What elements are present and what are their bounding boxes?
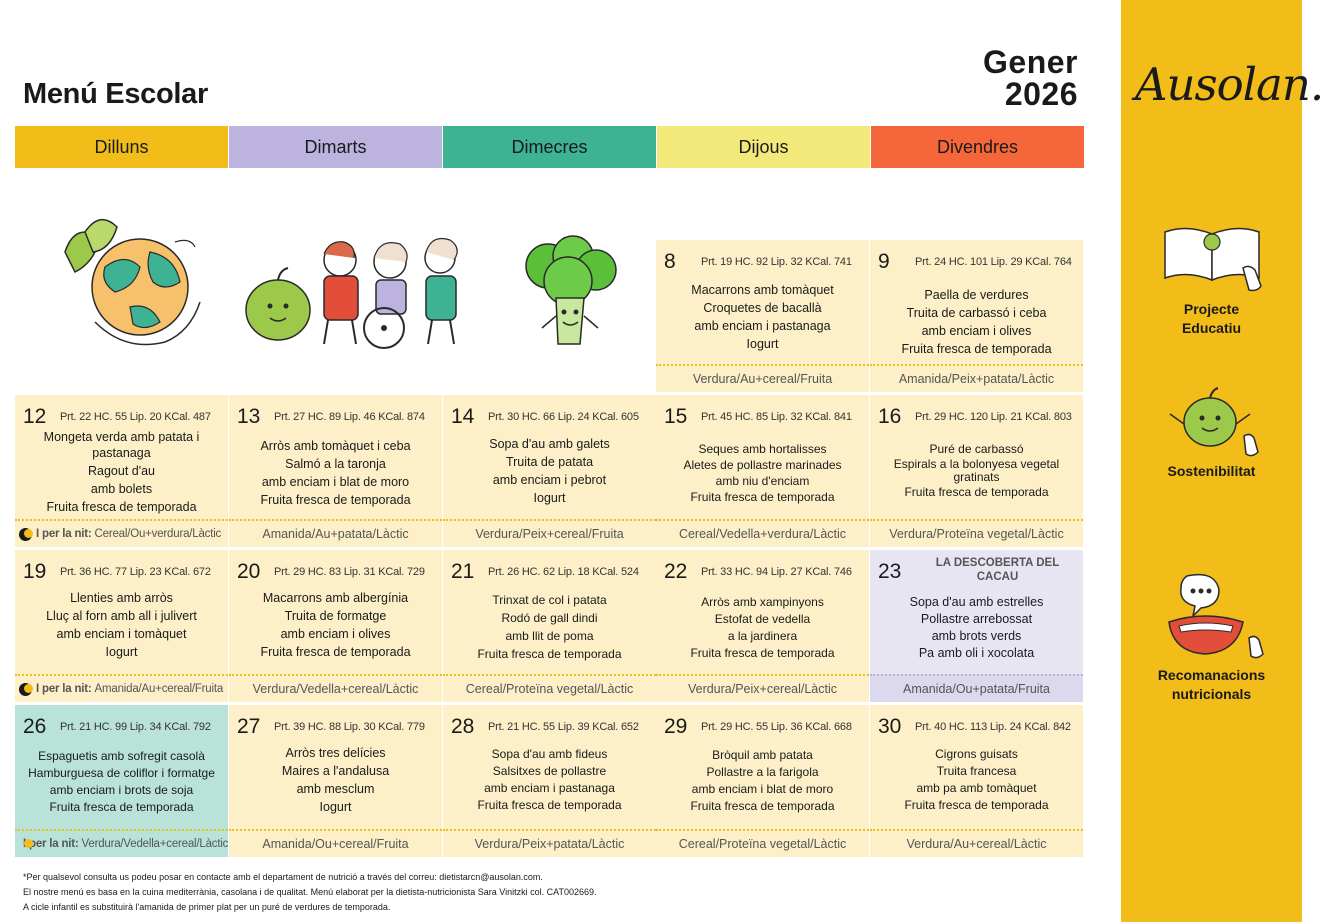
dinner-suggestion <box>15 829 228 857</box>
nutrition-info: Prt. 27 HC. 89 Lip. 46 KCal. 874 <box>274 411 425 423</box>
dish-list <box>876 287 1077 359</box>
nutrition-info: Prt. 45 HC. 85 Lip. 32 KCal. 841 <box>701 411 852 423</box>
dinner-suggestion: Verdura/Peix+cereal/Fruita <box>443 519 656 547</box>
menu-day-19 <box>15 550 228 702</box>
dish: Arròs amb xampinyons <box>701 595 824 609</box>
nutrition-info: Prt. 40 HC. 113 Lip. 24 KCal. 842 <box>915 721 1071 733</box>
dish: Puré de carbassó <box>929 442 1024 456</box>
footnote: A cicle infantil es substituirà l'amanida de primer plat per un puré de verdures de temporada. <box>23 902 391 912</box>
dish: Truita de patata <box>505 455 594 469</box>
dinner-suggestion: Amanida/Au+patata/Làctic <box>229 519 442 547</box>
projecte-educatiu-label: Projecte Educatiu <box>1181 301 1242 336</box>
open-book-icon <box>1157 218 1267 298</box>
day-number: 13 <box>237 405 261 428</box>
menu-day-8 <box>656 240 869 392</box>
dish: Cigrons guisats <box>935 747 1018 761</box>
dinner-suggestion: Verdura/Peix+cereal/Làctic <box>656 674 869 702</box>
month-label: Gener <box>983 44 1078 80</box>
dish: Croquetes de bacallà <box>703 301 822 315</box>
footnote: El nostre menú es basa en la cuina mediterrània, casolana i de qualitat. Menú elaborat per la dietista-nutricionista Sara Vinitzki col. CAT002669. <box>23 887 597 897</box>
dish: amb enciam i pebrot <box>492 473 607 487</box>
day-number: 16 <box>878 405 902 428</box>
footnote: *Per qualsevol consulta us podeu posar en contacte amb el departament de nutrició a través del correu: dietistarcn@ausolan.com. <box>23 872 543 882</box>
dish: Salmó a la taronja <box>285 457 386 471</box>
footnotes <box>23 870 597 915</box>
dish: Truita de carbassó i ceba <box>906 306 1047 320</box>
dish: Lluç al forn amb all i julivert <box>46 609 197 623</box>
dish: Iogurt <box>746 337 779 351</box>
dish: amb enciam i blat de moro <box>691 782 834 796</box>
dish: Fruita fresca de temporada <box>901 342 1052 356</box>
dish: Fruita fresca de temporada <box>477 647 622 661</box>
dish: amb niu d'enciam <box>715 474 810 488</box>
nutrition-info: Prt. 36 HC. 77 Lip. 23 KCal. 672 <box>60 566 211 578</box>
dish: Trinxat de col i patata <box>492 593 607 607</box>
kids-group-icon <box>240 232 472 352</box>
menu-day-30 <box>870 705 1083 857</box>
menu-day-23 <box>870 550 1083 702</box>
menu-day-16 <box>870 395 1083 547</box>
menu-day-20 <box>229 550 442 702</box>
day-number: 29 <box>664 715 688 738</box>
dish-list <box>449 436 650 508</box>
nutrition-info: Prt. 39 HC. 88 Lip. 30 KCal. 779 <box>274 721 425 733</box>
dish-list <box>662 282 863 354</box>
dinner-suggestion: Amanida/Peix+patata/Làctic <box>870 364 1083 392</box>
dish: Fruita fresca de temporada <box>690 646 835 660</box>
dish: Bròquil amb patata <box>712 748 813 762</box>
dish: a la jardinera <box>727 629 798 643</box>
broccoli-character-icon <box>518 236 622 354</box>
day-number: 20 <box>237 560 261 583</box>
dinner-suggestion: Cereal/Proteïna vegetal/Làctic <box>443 674 656 702</box>
nutrition-info: Prt. 29 HC. 83 Lip. 31 KCal. 729 <box>274 566 425 578</box>
nutrition-info: Prt. 19 HC. 92 Lip. 32 KCal. 741 <box>701 256 852 268</box>
dish: Llenties amb arròs <box>70 591 173 605</box>
day-dijous: Dijous <box>657 126 870 168</box>
dish-list <box>662 442 863 506</box>
dish-list <box>235 590 436 662</box>
recomanacions-nutricionals-link[interactable] <box>1121 572 1302 704</box>
dish: Arròs tres delícies <box>285 746 386 760</box>
dish: Ragout d'au <box>87 464 156 478</box>
nutrition-info: Prt. 21 HC. 55 Lip. 39 KCal. 652 <box>488 721 639 733</box>
sostenibilitat-link[interactable] <box>1121 384 1302 481</box>
day-dilluns: Dilluns <box>15 126 228 168</box>
menu-day-26 <box>15 705 228 857</box>
dish-list <box>21 429 222 517</box>
dinner-suggestion <box>15 674 228 702</box>
dish: Rodó de gall dindi <box>501 611 598 625</box>
day-number: 26 <box>23 715 47 738</box>
day-number: 12 <box>23 405 47 428</box>
dish: Sopa d'au amb fideus <box>491 747 608 761</box>
dish: Sopa d'au amb galets <box>489 437 610 451</box>
dish-list <box>449 747 650 815</box>
dish: amb mesclum <box>296 782 375 796</box>
dish-list <box>235 745 436 817</box>
dinner-suggestion: Amanida/Ou+patata/Fruita <box>870 674 1083 702</box>
dish: Estofat de vedella <box>714 612 811 626</box>
menu-day-28 <box>443 705 656 857</box>
day-divendres: Divendres <box>871 126 1084 168</box>
dish: Truita francesa <box>936 764 1017 778</box>
moon-icon <box>19 528 32 541</box>
dish: Fruita fresca de temporada <box>904 798 1049 812</box>
dish: Espirals a la bolonyesa vegetal gratinats <box>893 457 1060 484</box>
menu-day-9 <box>870 240 1083 392</box>
day-number: 9 <box>878 250 890 273</box>
night-menu: Verdura/Vedella+cereal/Làctic <box>81 838 229 850</box>
dish-list <box>449 592 650 664</box>
dinner-suggestion: Verdura/Peix+patata/Làctic <box>443 829 656 857</box>
night-prefix: I per la nit: <box>23 838 79 850</box>
dish-list <box>21 590 222 662</box>
nutrition-info: Prt. 21 HC. 99 Lip. 34 KCal. 792 <box>60 721 211 733</box>
recomanacions-nutricionals-label: Recomanacions nutricionals <box>1157 667 1266 702</box>
nutrition-info: Prt. 24 HC. 101 Lip. 29 KCal. 764 <box>915 256 1072 268</box>
dish-list <box>662 595 863 663</box>
day-dimarts: Dimarts <box>229 126 442 168</box>
dish: Maires a l'andalusa <box>281 764 390 778</box>
dinner-suggestion: Cereal/Proteïna vegetal/Làctic <box>656 829 869 857</box>
dish-list <box>235 438 436 510</box>
dish-list <box>662 748 863 816</box>
dish: Paella de verdures <box>924 288 1029 302</box>
dish: Seques amb hortalisses <box>698 442 827 456</box>
night-prefix: I per la nit: <box>36 683 92 695</box>
dish-list <box>21 749 222 817</box>
nutrition-info: Prt. 29 HC. 55 Lip. 36 KCal. 668 <box>701 721 852 733</box>
nutrition-info: Prt. 29 HC. 120 Lip. 21 KCal. 803 <box>915 411 1072 423</box>
dish: Arròs amb tomàquet i ceba <box>260 439 411 453</box>
dish: Iogurt <box>105 645 138 659</box>
day-number: 21 <box>451 560 475 583</box>
dinner-suggestion: Verdura/Au+cereal/Làctic <box>870 829 1083 857</box>
dish: Sopa d'au amb estrelles <box>909 595 1044 609</box>
dish-list <box>876 595 1077 663</box>
earth-hands-icon <box>55 212 205 352</box>
day-number: 15 <box>664 405 688 428</box>
day-number: 14 <box>451 405 475 428</box>
dish: Mongeta verda amb patata i pastanaga <box>43 430 200 460</box>
day-number: 19 <box>23 560 47 583</box>
day-dimecres: Dimecres <box>443 126 656 168</box>
year-label: 2026 <box>1004 76 1078 112</box>
nutrition-info: Prt. 30 HC. 66 Lip. 24 KCal. 605 <box>488 411 639 423</box>
night-menu: Cereal/Ou+verdura/Làctic <box>94 528 222 540</box>
dinner-suggestion: Verdura/Au+cereal/Fruita <box>656 364 869 392</box>
apple-character-icon <box>1162 384 1262 460</box>
nutrition-info: Prt. 22 HC. 55 Lip. 20 KCal. 487 <box>60 411 211 423</box>
dish: Fruita fresca de temporada <box>260 645 411 659</box>
dish: amb enciam i pastanaga <box>484 781 615 795</box>
dinner-suggestion <box>15 519 228 547</box>
menu-day-14 <box>443 395 656 547</box>
dish: Fruita fresca de temporada <box>904 485 1049 499</box>
dinner-suggestion: Amanida/Ou+cereal/Fruita <box>229 829 442 857</box>
projecte-educatiu-link[interactable] <box>1121 218 1302 338</box>
day-number: 27 <box>237 715 261 738</box>
dish: amb enciam i pastanaga <box>694 319 831 333</box>
menu-day-21 <box>443 550 656 702</box>
day-number: 22 <box>664 560 688 583</box>
night-prefix: I per la nit: <box>36 528 92 540</box>
mouth-speech-icon <box>1157 572 1267 664</box>
dish: amb enciam i olives <box>280 627 391 641</box>
menu-day-15 <box>656 395 869 547</box>
dish: Fruita fresca de temporada <box>690 490 835 504</box>
dish: Hamburguesa de coliflor i formatge <box>28 766 215 780</box>
dish: Macarrons amb tomàquet <box>691 283 834 297</box>
sostenibilitat-label: Sostenibilitat <box>1167 463 1256 479</box>
nutrition-info: Prt. 26 HC. 62 Lip. 18 KCal. 524 <box>488 566 639 578</box>
weekday-header <box>15 126 1084 168</box>
dish: Truita de formatge <box>284 609 387 623</box>
dish: amb enciam i tomàquet <box>56 627 187 641</box>
dish: Fruita fresca de temporada <box>49 800 194 814</box>
night-menu: Amanida/Au+cereal/Fruita <box>94 683 224 695</box>
dish: Salsitxes de pollastre <box>492 764 607 778</box>
ausolan-logo: Ausolan. <box>1135 58 1323 111</box>
dish: amb enciam i brots de soja <box>49 783 194 797</box>
sidebar <box>1121 0 1323 922</box>
menu-day-13 <box>229 395 442 547</box>
dish: Pollastre arrebossat <box>920 612 1033 626</box>
dish-list <box>876 443 1077 501</box>
dish: amb llit de poma <box>505 629 594 643</box>
menu-day-22 <box>656 550 869 702</box>
menu-day-12 <box>15 395 228 547</box>
month-year <box>983 46 1078 110</box>
dish: Fruita fresca de temporada <box>477 798 622 812</box>
day-number: 8 <box>664 250 676 273</box>
dish: Espaguetis amb sofregit casolà <box>38 749 205 763</box>
dish: Iogurt <box>319 800 352 814</box>
dish-list <box>876 747 1077 815</box>
dish: amb enciam i olives <box>921 324 1032 338</box>
day-number: 28 <box>451 715 475 738</box>
dinner-suggestion: Verdura/Proteïna vegetal/Làctic <box>870 519 1083 547</box>
dish: Fruita fresca de temporada <box>260 493 411 507</box>
dish: Fruita fresca de temporada <box>690 799 835 813</box>
dish: Pollastre a la farigola <box>706 765 819 779</box>
dish: Macarrons amb albergínia <box>262 591 409 605</box>
dish: amb brots verds <box>931 629 1022 643</box>
day-number: 30 <box>878 715 902 738</box>
dish: amb pa amb tomàquet <box>916 781 1037 795</box>
moon-icon <box>19 683 32 696</box>
dish: Fruita fresca de temporada <box>46 500 197 514</box>
special-event-label: LA DESCOBERTA DEL CACAU <box>935 557 1060 583</box>
nutrition-info: Prt. 33 HC. 94 Lip. 27 KCal. 746 <box>701 566 852 578</box>
dinner-suggestion: Verdura/Vedella+cereal/Làctic <box>229 674 442 702</box>
dish: amb bolets <box>90 482 153 496</box>
dish: Iogurt <box>533 491 566 505</box>
dish: Pa amb oli i xocolata <box>918 646 1035 660</box>
dinner-suggestion: Cereal/Vedella+verdura/Làctic <box>656 519 869 547</box>
menu-day-29 <box>656 705 869 857</box>
dish: amb enciam i blat de moro <box>261 475 410 489</box>
dish: Aletes de pollastre marinades <box>683 458 842 472</box>
day-number: 23 <box>878 560 902 583</box>
menu-day-27 <box>229 705 442 857</box>
page-title: Menú Escolar <box>23 78 208 110</box>
